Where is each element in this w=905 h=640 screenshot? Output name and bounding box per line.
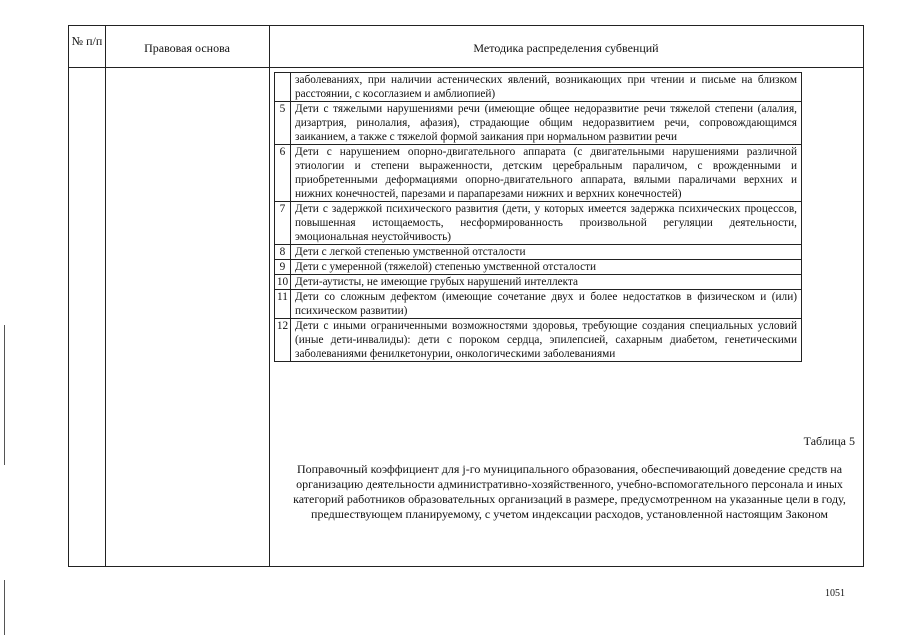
header-number: № п/п xyxy=(71,34,103,48)
table-row xyxy=(275,245,802,260)
table-row xyxy=(275,319,802,362)
row-text: Дети с задержкой психического развития (дети, у которых имеется задержка психических процессов, повышенная истощаемость, несформированность произвольной регуляции деятельности, эмоциональная неустойчивость) xyxy=(291,202,802,245)
row-number: 5 xyxy=(275,102,291,145)
header-divider xyxy=(69,67,863,68)
page-number: 1051 xyxy=(825,588,845,599)
table-row xyxy=(275,275,802,290)
table-label: Таблица 5 xyxy=(803,434,855,448)
row-text: Дети с тяжелыми нарушениями речи (имеющие общее недоразвитие речи тяжелой степени (алалия, дизартрия, ринолалия, афазия), страдающие общим недоразвитием речи, сопровождающимся заиканием, а также с тяжелой формой заикания при нормальном развитии речи xyxy=(291,102,802,145)
row-number: 12 xyxy=(275,319,291,362)
scan-edge-mark-lower xyxy=(4,580,5,635)
header-method: Методика распределения субвенций xyxy=(473,41,659,55)
row-number: 10 xyxy=(275,275,291,290)
row-text: Дети с легкой степенью умственной отсталости xyxy=(291,245,802,260)
main-table-frame xyxy=(68,25,864,567)
table-row xyxy=(275,290,802,319)
row-number: 7 xyxy=(275,202,291,245)
header-legal-basis: Правовая основа xyxy=(144,41,230,55)
row-number: 9 xyxy=(275,260,291,275)
scan-edge-mark xyxy=(4,325,5,465)
row-text: Дети с нарушением опорно-двигательного аппарата (с двигательными нарушениями различной этиологии и степени выраженности, детским церебральным параличом, с врожденными и приобретенными деформациями опорно-двигательного аппарата, вялыми параличами верхних и нижних конечностей, парезами и парапарезами нижних и верхних конечностей) xyxy=(291,145,802,202)
table-row xyxy=(275,145,802,202)
table-row xyxy=(275,202,802,245)
row-text: Дети с иными ограниченными возможностями здоровья, требующие создания специальных условий (иные дети-инвалиды): дети с пороком сердца, эпилепсией, сахарным диабетом, генетическими заболеваниями фенилкетонурии, онкологическими заболеваниями xyxy=(291,319,802,362)
table-row xyxy=(275,73,802,102)
table-row xyxy=(275,102,802,145)
row-text: заболеваниях, при наличии астенических явлений, возникающих при чтении и письме на близком расстоянии, с косоглазием и амблиопией) xyxy=(291,73,802,102)
row-text: Дети со сложным дефектом (имеющие сочетание двух и более недостатков в физическом и (или) психическом развитии) xyxy=(291,290,802,319)
table-row xyxy=(275,260,802,275)
row-number: 11 xyxy=(275,290,291,319)
row-text: Дети-аутисты, не имеющие грубых нарушений интеллекта xyxy=(291,275,802,290)
categories-table xyxy=(274,72,802,362)
row-number xyxy=(275,73,291,102)
coefficient-paragraph: Поправочный коэффициент для j-го муниципального образования, обеспечивающий доведение средств на организацию деятельности административно-хозяйственного, учебно-вспомогательного персонала и иных категорий работников образовательных организаций в размере, предусмотренном на указанные цели в году, предшествующем планируемому, с учетом индексации расходов, установленной настоящим Законом xyxy=(293,462,846,521)
row-text: Дети с умеренной (тяжелой) степенью умственной отсталости xyxy=(291,260,802,275)
column-divider-2 xyxy=(269,26,270,566)
row-number: 6 xyxy=(275,145,291,202)
column-divider-1 xyxy=(105,26,106,566)
row-number: 8 xyxy=(275,245,291,260)
